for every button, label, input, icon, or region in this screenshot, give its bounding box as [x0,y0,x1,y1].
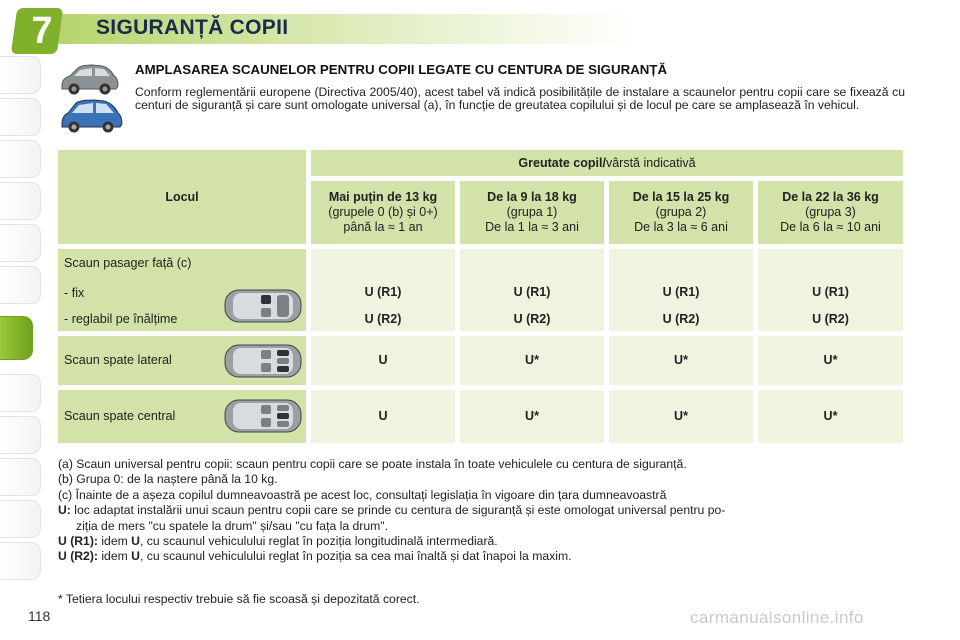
rear-side-cell: U* [609,336,753,385]
front-cell [758,249,903,331]
front-cell [311,249,455,331]
rear-center-cell: U* [758,390,903,443]
front-height-label: - reglabil pe înălțime [64,312,178,326]
note-r1-term: U (R1): [58,534,98,549]
intro-paragraph: Conform reglementării europene (Directiva 2005/40), acest tabel vă indică posibilitățile de instalare a scaunelor pentru copii care se fixează cu centuri de siguranță și care sunt omologate universal (a), în funcție de greutatea copilului și de locul pe care se amplasează în vehicul. [135,85,905,112]
note-r2 [58,549,908,564]
chapter-tab[interactable] [0,542,41,580]
front-height-value: U (R2) [662,312,700,326]
note-r2-text: , cu scaunul vehiculului reglat în poziția sa cea mai înaltă și dat înapoi la maxim. [139,549,572,564]
notes [58,457,908,565]
child-seat-table [58,150,903,443]
rear-side-label: Scaun spate lateral [64,353,172,367]
note-b: (b) Grupa 0: de la naștere până la 10 kg. [58,472,278,487]
chapter-tab[interactable] [0,224,41,262]
front-fix-value: U (R1) [513,285,551,299]
front-fix-value: U (R1) [662,285,700,299]
car-gray-icon [58,62,120,96]
column-age: De la 3 la ≈ 6 ani [634,220,728,234]
chapter-tab[interactable] [0,140,41,178]
column-group: (grupa 2) [655,205,707,219]
column-header [609,181,753,244]
weight-header-rest: vârstă indicativă [605,155,696,170]
chapter-tabs [0,56,46,576]
rear-center-cell: U* [460,390,604,443]
note-r2-term: U (R2): [58,549,98,564]
car-topview-rear-center-seat-icon [223,397,303,435]
chapter-tab[interactable] [0,266,41,304]
note-c: (c) Înainte de a așeza copilul dumneavoastră pe acest loc, consultați legislația în vigoare din țara dumneavoastră [58,487,667,502]
rear-side-cell: U [311,336,455,385]
car-blue-icon [58,98,124,134]
front-fix-value: U (R1) [812,285,849,299]
rear-center-cell: U* [609,390,753,443]
column-title: De la 15 la 25 kg [632,190,730,204]
note-r2-u: U [131,549,140,564]
chapter-tab[interactable] [0,98,41,136]
chapter-tab[interactable] [0,56,41,94]
note-a: (a) Scaun universal pentru copii: scaun pentru copii care se poate instala în toate vehiculele cu centura de siguranță. [58,457,687,471]
column-group: (grupa 1) [506,205,558,219]
page-number: 118 [28,608,51,624]
chapter-number: 7 [31,10,53,52]
footnote: * Tetiera locului respectiv trebuie să fie scoasă și depozitată corect. [58,592,420,606]
chapter-tab[interactable] [0,500,41,538]
column-age: De la 6 la ≈ 10 ani [780,220,881,234]
place-header: Locul [58,150,306,244]
note-u [58,503,908,518]
section-title: AMPLASAREA SCAUNELOR PENTRU COPII LEGATE CU CENTURA DE SIGURANȚĂ [135,62,668,77]
note-r1-text: , cu scaunul vehiculului reglat în poziția longitudinală intermediară. [139,534,498,549]
front-seat-label: Scaun pasager față (c) [64,256,192,270]
rear-center-label: Scaun spate central [64,409,176,423]
column-header [460,181,604,244]
front-height-value: U (R2) [513,312,551,326]
note-r2-pre: idem [101,549,128,564]
front-fix-value: U (R1) [364,285,402,299]
chapter-tab[interactable] [0,458,41,496]
column-age: De la 1 la ≈ 3 ani [485,220,579,234]
rear-center-cell: U [311,390,455,443]
weight-header-bold: Greutate copil/ [518,155,606,170]
front-cell [609,249,753,331]
front-cell [460,249,604,331]
note-r1 [58,534,908,549]
column-header [311,181,455,244]
chapter-tab[interactable] [0,182,41,220]
weight-header [311,150,903,176]
note-r1-pre: idem [101,534,128,549]
front-height-value: U (R2) [812,312,849,326]
note-u-text: loc adaptat instalării unui scaun pentru copii care se prinde cu centura de siguranță și este omologat universal pentru po- [74,503,726,518]
note-r1-u: U [131,534,140,549]
rear-side-cell: U* [460,336,604,385]
column-group: (grupa 3) [805,205,856,219]
front-fix-label: - fix [64,286,85,300]
chapter-tab[interactable] [0,374,41,412]
column-age: până la ≈ 1 an [343,220,423,234]
front-height-value: U (R2) [364,312,402,326]
watermark: carmanualsonline.info [690,608,864,627]
page-title: SIGURANȚĂ COPII [96,16,289,39]
column-title: Mai puțin de 13 kg [328,190,438,204]
car-topview-front-seat-icon [223,287,303,325]
note-u-term: U: [58,503,71,518]
chapter-tab-active[interactable] [0,316,33,360]
column-title: De la 9 la 18 kg [487,190,577,204]
rear-side-cell: U* [758,336,903,385]
column-title: De la 22 la 36 kg [782,190,879,204]
chapter-tab[interactable] [0,416,41,454]
column-header [758,181,903,244]
note-u-continued: ziția de mers "cu spatele la drum" și/sau "cu fața la drum". [76,518,388,533]
column-group: (grupele 0 (b) și 0+) [328,205,438,219]
car-topview-rear-side-seat-icon [223,342,303,380]
